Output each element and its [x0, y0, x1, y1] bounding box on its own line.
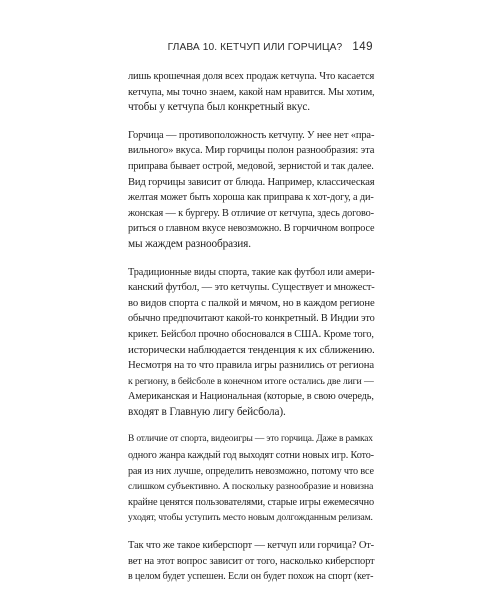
text-line: Горчица — противоположность кетчупу. У нее нет «пра-: [128, 129, 375, 141]
text-line: рая из них лучше, определить невозможно, потому что все: [128, 465, 374, 477]
paragraph: [128, 265, 376, 421]
paragraph: [128, 432, 376, 526]
text-line: в целом будет успешен. Если он будет похож на спорт (кет-: [128, 571, 374, 583]
text-line: приправа бывает острой, медовой, зернистой и так далее.: [128, 160, 374, 172]
text-line: кетчупа, мы точно знаем, какой нам нравится. Мы хотим,: [128, 86, 375, 98]
text-line: обычно предпочитают какой-то конкретный. В Индии это: [128, 313, 375, 325]
text-line: вильного» вкуса. Мир горчицы полон разнообразия: эта: [128, 145, 375, 157]
text-line: Традиционные виды спорта, такие как футбол или амери-: [128, 266, 375, 278]
paragraph: [128, 538, 376, 585]
text-line: лишь крошечная доля всех продаж кетчупа. Что касается: [128, 71, 375, 82]
text-line: риться о главном вкусе невозможно. В горчичном вопросе: [128, 223, 375, 235]
text-line: крайне ценятся пользователями, старые игры ежемесячно: [128, 496, 375, 508]
paragraph: [128, 128, 376, 253]
text-line: крикет. Бейсбол прочно обосновался в США. Кроме того,: [128, 328, 374, 340]
text-line: исторически наблюдается тенденция к их сближению.: [128, 343, 375, 356]
text-line: Вид горчицы зависит от блюда. Например, классическая: [128, 176, 375, 188]
text-line: жонская — к бургеру. В отличие от кетчупа, здесь догово-: [128, 207, 374, 219]
text-line: мы жаждем разнообразия.: [128, 237, 251, 250]
text-line: чтобы у кетчупа был конкретный вкус.: [128, 101, 310, 114]
text-line: к региону, в бейсболе в конечном итоге остались две лиги —: [128, 375, 374, 387]
page-number: 149: [352, 41, 373, 53]
text-line: Так что же такое киберспорт — кетчуп или горчица? От-: [128, 540, 375, 552]
text-line: Несмотря на то что правила игры разнились от региона: [128, 359, 374, 372]
text-line: входят в Главную лигу бейсбола).: [128, 405, 286, 418]
text-line: уходят, чтобы уступить место новым долгожданным релизам.: [128, 512, 373, 524]
text-line: во видов спорта с палкой и мячом, но в каждом регионе: [128, 296, 375, 309]
text-line: Американская и Национальная (которые, в свою очередь,: [128, 391, 374, 403]
chapter-title: ГЛАВА 10. КЕТЧУП ИЛИ ГОРЧИЦА?: [167, 42, 343, 53]
text-line: вет на этот вопрос зависит от того, насколько киберспорт: [128, 555, 375, 567]
text-line: одного жанра каждый год выходят сотни новых игр. Кото-: [128, 450, 374, 462]
body-text: [128, 69, 376, 597]
text-line: канский футбол, — это кетчупы. Существует и множест-: [128, 282, 375, 294]
text-line: слишком субъективно. А поскольку разнообразие и новизна: [128, 481, 374, 493]
running-header: [168, 39, 373, 53]
text-line: В отличие от спорта, видеоигры — это горчица. Даже в рамках: [128, 434, 373, 445]
text-line: желтая может быть хороша как приправа к хот-догу, а ди-: [128, 192, 374, 204]
paragraph: [128, 69, 376, 116]
